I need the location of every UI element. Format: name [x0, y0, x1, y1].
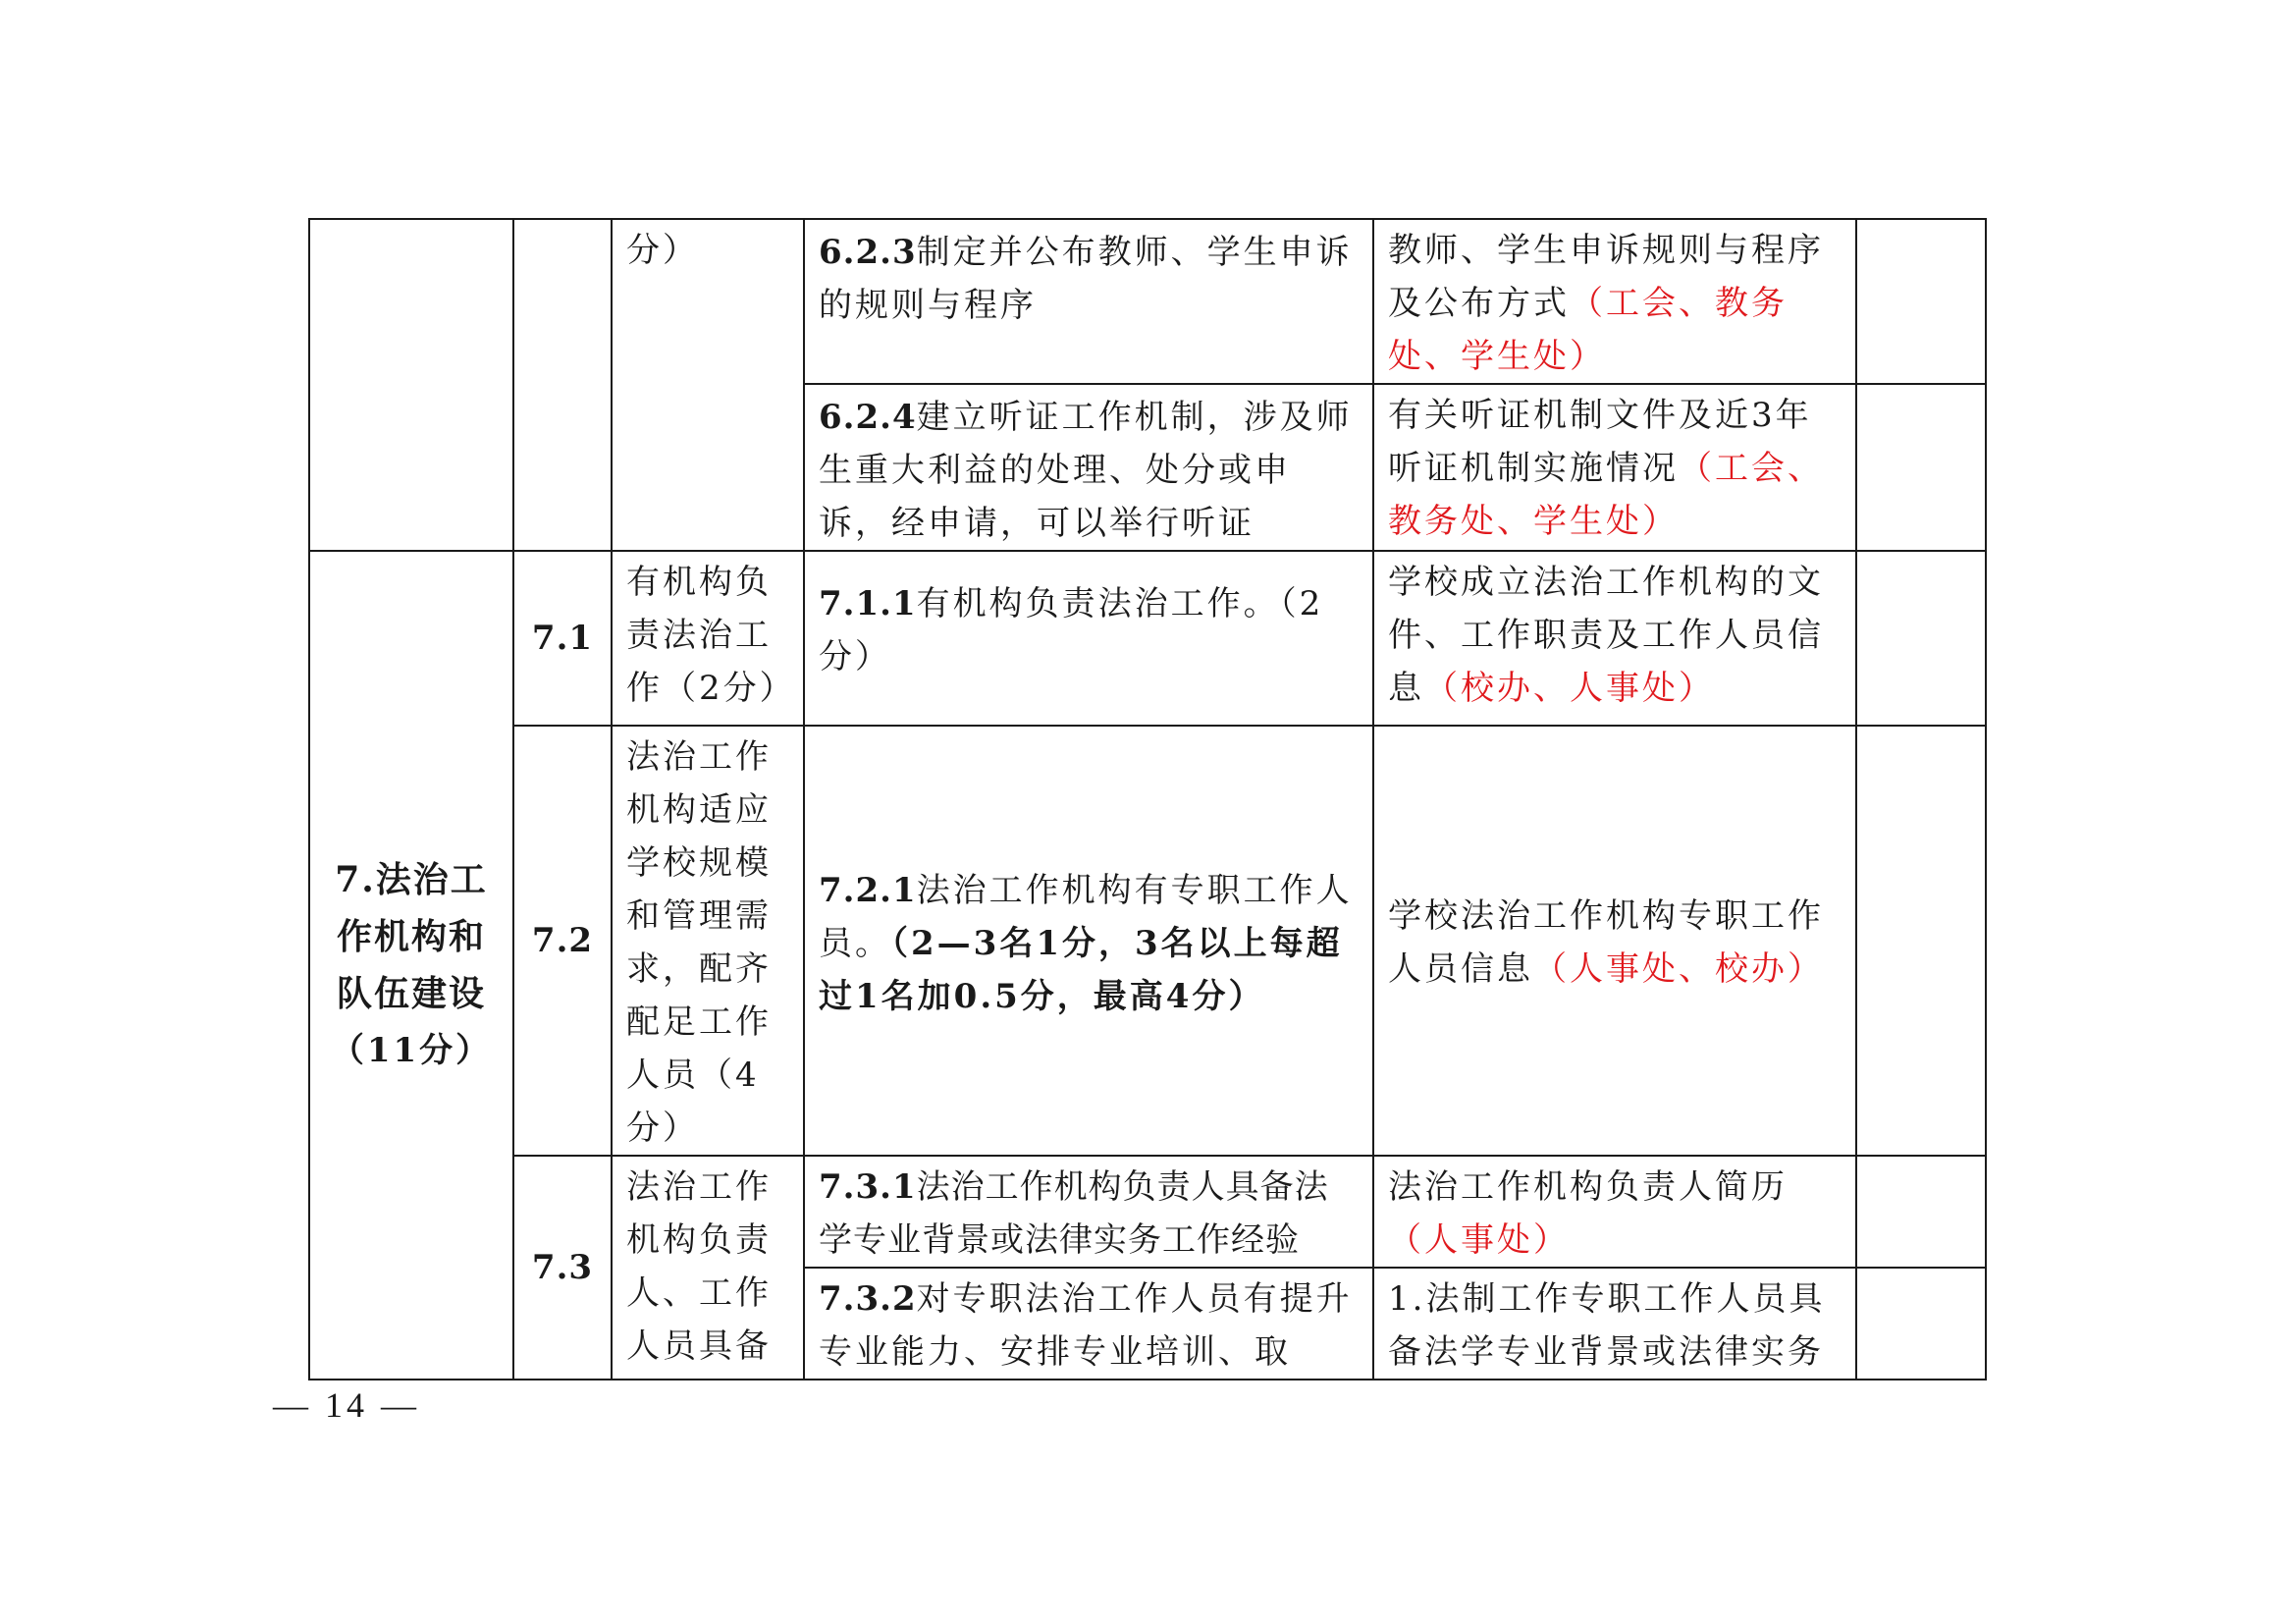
criterion-cell	[804, 551, 1373, 726]
criterion-text: 建立听证工作机制，涉及师生重大利益的处理、处分或申诉，经申请，可以举行听证	[819, 398, 1353, 543]
standard-text: 分）	[626, 231, 699, 270]
evaluation-table	[308, 218, 1987, 1380]
evidence-department: （人事处、校办）	[1533, 949, 1824, 989]
evidence-text: 学校法治工作机构专职工作人员信息	[1388, 896, 1824, 989]
criterion-cell	[804, 384, 1373, 551]
evidence-cell	[1373, 384, 1856, 551]
criterion-text: 对专职法治工作人员有提升专业能力、安排专业培训、取	[819, 1279, 1353, 1372]
criterion-id: 7.2.1	[819, 871, 917, 910]
evidence-cell	[1373, 219, 1856, 384]
standard-text: 有机构负责法治工作（2分）	[626, 563, 796, 708]
criterion-scoring-rule: （2—3名1分，3名以上每超过1名加0.5分，最高4分）	[819, 924, 1343, 1016]
evidence-cell	[1373, 1156, 1856, 1268]
item-number-cell-empty	[513, 219, 612, 551]
standard-cell	[612, 1156, 804, 1380]
criterion-text: 制定并公布教师、学生申诉的规则与程序	[819, 233, 1353, 325]
criterion-cell	[804, 1268, 1373, 1380]
dimension-score: （11分）	[330, 1031, 493, 1070]
page-number: — 14 —	[273, 1385, 420, 1425]
criterion-id: 7.3.2	[819, 1279, 917, 1319]
evidence-text: 有关听证机制文件及近3年听证机制实施情况	[1388, 396, 1812, 488]
criterion-cell	[804, 1156, 1373, 1268]
evidence-department: （工会、教务处、学生处）	[1388, 284, 1788, 376]
criterion-text: 法治工作机构负责人具备法学专业背景或法律实务工作经验	[819, 1167, 1329, 1260]
item-number: 7.2	[531, 921, 594, 960]
table-row	[309, 726, 1986, 1156]
criterion-text: 有机构负责法治工作。（2分）	[819, 584, 1324, 677]
evidence-text: 1.法制工作专职工作人员具备法学专业背景或法律实务	[1388, 1279, 1826, 1372]
criterion-cell	[804, 726, 1373, 1156]
score-cell	[1856, 1268, 1986, 1380]
score-cell	[1856, 1156, 1986, 1268]
evidence-department: （工会、教务处、学生处）	[1388, 449, 1824, 541]
criterion-id: 7.3.1	[819, 1167, 917, 1207]
score-cell	[1856, 551, 1986, 726]
criterion-id: 6.2.4	[819, 398, 917, 437]
standard-cell	[612, 551, 804, 726]
table-row	[309, 1156, 1986, 1268]
item-number: 7.3	[531, 1248, 594, 1287]
standard-text: 法治工作机构负责人、工作人员具备	[626, 1167, 772, 1366]
score-cell	[1856, 726, 1986, 1156]
dimension-cell	[309, 551, 513, 1380]
dimension-title: 7.法治工作机构和队伍建设	[335, 859, 488, 1014]
evidence-text: 法治工作机构负责人简历	[1388, 1167, 1788, 1207]
evidence-text: 教师、学生申诉规则与程序及公布方式	[1388, 231, 1824, 323]
evidence-cell	[1373, 726, 1856, 1156]
evidence-department: （校办、人事处）	[1424, 669, 1715, 708]
score-cell	[1856, 219, 1986, 384]
evidence-department: （人事处）	[1388, 1220, 1570, 1260]
criterion-id: 6.2.3	[819, 233, 917, 272]
score-cell	[1856, 384, 1986, 551]
item-number-cell	[513, 551, 612, 726]
standard-text: 法治工作机构适应学校规模和管理需求，配齐配足工作人员（4分）	[626, 737, 772, 1148]
table-row	[309, 551, 1986, 726]
standard-cell	[612, 726, 804, 1156]
standard-cell	[612, 219, 804, 551]
item-number-cell	[513, 1156, 612, 1380]
evidence-cell	[1373, 1268, 1856, 1380]
criterion-id: 7.1.1	[819, 584, 917, 623]
table-row	[309, 219, 1986, 384]
criterion-cell	[804, 219, 1373, 384]
dimension-cell-empty	[309, 219, 513, 551]
item-number-cell	[513, 726, 612, 1156]
item-number: 7.1	[531, 619, 594, 658]
criterion-text: 法治工作机构有专职工作人员。	[819, 871, 1353, 963]
evidence-text: 学校成立法治工作机构的文件、工作职责及工作人员信息	[1388, 563, 1824, 708]
evidence-cell	[1373, 551, 1856, 726]
